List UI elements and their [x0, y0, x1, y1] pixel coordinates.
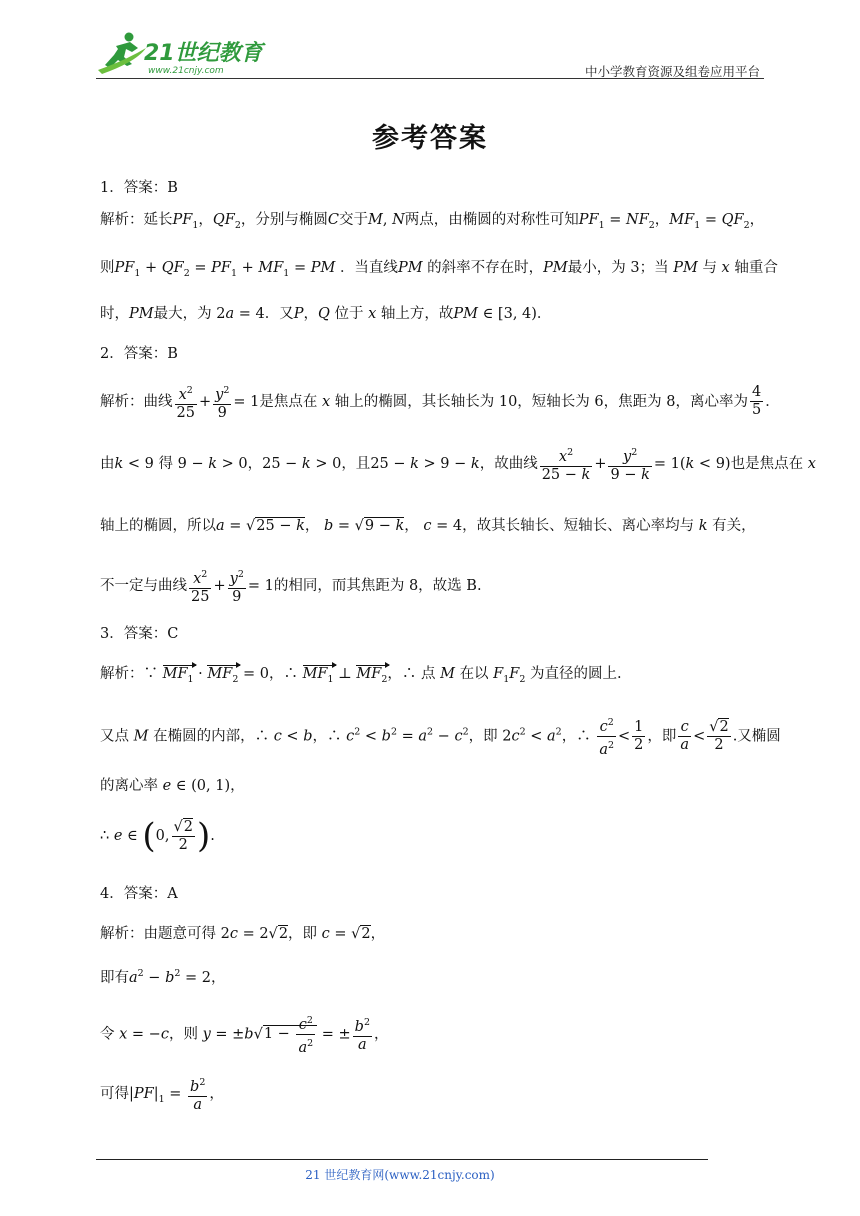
page-title: 参考答案	[372, 123, 488, 154]
q2-line-4: 不一定与曲线 $\frac{x^2}{25}$ + $\frac{y^2}{9}$ = 1的相同，而其焦距为 8，故选 B.	[100, 566, 482, 606]
q3-line-3: 的离心率 e ∈ (0, 1)，	[100, 778, 245, 794]
q3-line-1: 解析：∵ $MF_1 \cdot MF_2 = 0$，∴ $MF_1$ ⊥ $MF_2$，∴ 点 M 在以 $F_1F_2$ 为直径的圆上.	[100, 666, 622, 685]
q4-answer: 4．答案：A	[100, 886, 178, 902]
q3-line-2: 又点 M 在椭圆的内部，∴ c < b，∴ $c^2 < b^2 = a^2 - c^2$，即 $2c^2 < a^2$，∴ $\frac{c^2}{a^2}$ < $\frac{1}{2}$ ，即 $\frac{c}{a}$ < $\frac{√2}{2}$ .又椭圆	[100, 714, 781, 759]
platform-name: 中小学教育资源及组卷应用平台	[584, 64, 760, 79]
q4-line-1: 解析：由题意可得 2c = 2√2，即 c = √2，	[100, 926, 386, 942]
q4-line-2: 即有$a^2 - b^2 = 2$，	[100, 968, 226, 986]
q2-line-3: 轴上的椭圆，所以a = √25 − k， b = √9 − k， c = 4，故其长轴长、短轴长、离心率均与 k 有关，	[100, 518, 756, 534]
q2-answer: 2．答案：B	[100, 346, 178, 362]
footer-divider	[96, 1159, 708, 1160]
q1-line-3: 时，PM最大，为 2a = 4．又P，Q 位于 x 轴上方，故PM ∈ [3, 4)．	[100, 306, 552, 322]
q1-answer: 1．答案：B	[100, 180, 178, 196]
q2-line-1: 解析：曲线 $\frac{x^2}{25}$ + $\frac{y^2}{9}$ = 1是焦点在 x 轴上的椭圆，其长轴长为 10，短轴长为 6，焦距为 8，离心率为 $\frac{4}{5}$ ．	[100, 382, 780, 422]
footer-link[interactable]: 21 世纪教育网(www.21cnjy.com)	[305, 1168, 495, 1182]
q3-line-4: ∴ e ∈ (0, $\frac{√2}{2}$ ).	[100, 816, 215, 856]
q3-answer: 3．答案：C	[100, 626, 179, 642]
logo	[96, 30, 266, 78]
logo-text: 21世纪教育	[144, 41, 263, 66]
q1-line-2: 则$PF_1 + QF_2 = PF_1 + MF_1$ = PM ．当直线PM 的斜率不存在时，PM最小，为 3；当 PM 与 x 轴重合	[100, 260, 778, 279]
q4-line-4: 可得$|PF|_1$ = $\frac{b^2}{a}$ ，	[100, 1074, 224, 1114]
page-header	[96, 30, 764, 80]
header-divider	[96, 78, 764, 79]
logo-url: www.21cnjy.com	[148, 66, 224, 76]
q1-line-1: 解析：延长$PF_1$，$QF_2$，分别与椭圆C交于M, N两点，由椭圆的对称性可知$PF_1 = NF_2$，$MF_1 = QF_2$，	[100, 212, 765, 231]
q4-line-3: 令 x = −c，则 y = ±b√1 − $\frac{c^2}{a^2}$ = ± $\frac{b^2}{a}$ ，	[100, 1012, 389, 1057]
q2-line-2: 由k < 9 得 9 − k > 0，25 − k > 0，且25 − k > 9 − k，故曲线 $\frac{x^2}{25 - k}$ + $\frac{y^2}{9 - k}$ = 1(k < 9)也是焦点在 x	[100, 444, 816, 484]
